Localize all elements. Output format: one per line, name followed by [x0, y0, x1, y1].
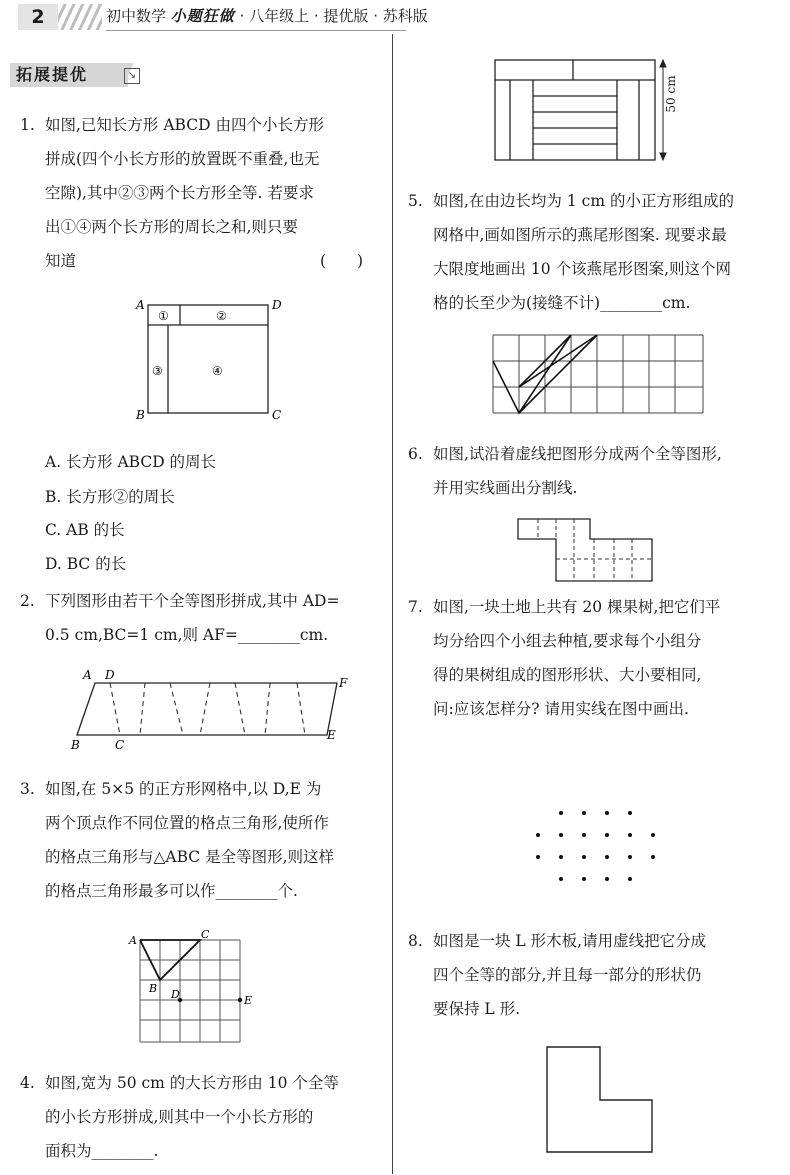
- header-title: [106, 5, 428, 26]
- text-line: 如图,试沿着虚线把图形分成两个全等图形,: [433, 445, 722, 463]
- option-a[interactable]: A. 长方形 ABCD 的周长: [45, 453, 217, 471]
- text-line: 大限度地画出 10 个该燕尾形图案,则这个网: [433, 260, 732, 278]
- q6-dashed-shape-figure: [512, 515, 672, 590]
- text-line: 如图,在由边长均为 1 cm 的小正方形组成的: [433, 192, 734, 210]
- text-line: 如图,宽为 50 cm 的大长方形由 10 个全等: [45, 1074, 339, 1092]
- text-line: 空隙),其中②③两个长方形全等. 若要求: [45, 184, 314, 202]
- question-4: [20, 1066, 382, 1171]
- question-number: 2.: [20, 592, 35, 610]
- text-line: 问:应该怎样分? 请用实线在图中画出.: [433, 700, 689, 718]
- answer-bracket[interactable]: ( ): [320, 252, 364, 270]
- section-arrow-icon: ↘: [124, 68, 140, 84]
- q4-dimension-label: 50 cm: [664, 75, 678, 113]
- question-text: [45, 584, 339, 652]
- label-C: C: [201, 928, 210, 941]
- label-C: C: [272, 408, 282, 422]
- text-line: 格的长至少为(接缝不计)________cm.: [433, 294, 691, 312]
- header-stripe-decoration: [58, 4, 102, 30]
- text-line: 如图,在 5×5 的正方形网格中,以 D,E 为: [45, 780, 322, 798]
- label-B: B: [149, 982, 158, 995]
- question-number: 1.: [20, 116, 35, 134]
- label-D: D: [105, 668, 115, 682]
- text-line: 的格点三角形与△ABC 是全等图形,则这样: [45, 848, 335, 866]
- q4-rectangles-figure: [485, 55, 675, 165]
- header-title-right: · 八年级上 · 提优版 · 苏科版: [239, 7, 428, 25]
- question-text: [45, 108, 324, 278]
- q8-l-shape-board-figure: [542, 1042, 657, 1157]
- label-F: F: [339, 676, 348, 690]
- text-line: 均分给四个小组去种植,要求每个小组分: [433, 632, 702, 650]
- question-6: [408, 437, 778, 507]
- text-line: 的小长方形拼成,则其中一个小长方形的: [45, 1108, 314, 1126]
- question-text: [45, 772, 334, 908]
- question-8: [408, 924, 778, 1029]
- label-B: B: [71, 738, 80, 752]
- question-5: [408, 184, 778, 324]
- question-text: [433, 924, 706, 1026]
- text-line: 如图,已知长方形 ABCD 由四个小长方形: [45, 116, 324, 134]
- question-number: 8.: [408, 932, 423, 950]
- question-2: [20, 584, 382, 654]
- text-line: 网格中,画如图所示的燕尾形图案. 现要求最: [433, 226, 727, 244]
- text-line: 的格点三角形最多可以作________个.: [45, 882, 298, 900]
- header-title-left: 初中数学: [106, 7, 167, 25]
- question-7: [408, 590, 778, 730]
- label-C: C: [115, 738, 125, 752]
- section-label: 拓展提优: [10, 63, 128, 87]
- q3-grid-figure: [125, 928, 275, 1048]
- question-number: 7.: [408, 598, 423, 616]
- label-A: A: [136, 298, 145, 312]
- header-rule: [106, 30, 406, 31]
- q2-parallelogram-figure: [65, 665, 365, 755]
- page-number: 2: [18, 4, 58, 30]
- option-c[interactable]: C. AB 的长: [45, 521, 125, 539]
- label-D: D: [171, 988, 180, 1001]
- column-divider: [392, 34, 393, 1174]
- question-text: [45, 1066, 339, 1168]
- label-E: E: [327, 728, 336, 742]
- text-line: 拼成(四个小长方形的放置既不重叠,也无: [45, 150, 320, 168]
- text-line: 并用实线画出分割线.: [433, 479, 578, 497]
- text-line: 面积为________.: [45, 1142, 159, 1160]
- question-number: 6.: [408, 445, 423, 463]
- text-line: 得的果树组成的图形形状、大小要相同,: [433, 666, 702, 684]
- text-line: 两个顶点作不同位置的格点三角形,使所作: [45, 814, 329, 832]
- label-E: E: [244, 994, 253, 1007]
- text-line: 如图是一块 L 形木板,请用虚线把它分成: [433, 932, 707, 950]
- label-region-3: ③: [152, 364, 163, 378]
- label-region-1: ①: [158, 309, 169, 323]
- text-line: 出①④两个长方形的周长之和,则只要: [45, 218, 298, 236]
- label-A: A: [83, 668, 92, 682]
- q5-swallowtail-grid-figure: [488, 330, 708, 420]
- text-line: 四个全等的部分,并且每一部分的形状仍: [433, 966, 702, 984]
- text-line: 0.5 cm,BC=1 cm,则 AF=________cm.: [45, 626, 329, 644]
- label-region-2: ②: [216, 309, 227, 323]
- question-number: 5.: [408, 192, 423, 210]
- label-D: D: [272, 298, 282, 312]
- text-line: 知道: [45, 252, 77, 270]
- option-d[interactable]: D. BC 的长: [45, 555, 127, 573]
- header-brand: 小题狂做: [170, 7, 235, 25]
- question-number: 4.: [20, 1074, 35, 1092]
- question-3: [20, 772, 382, 912]
- question-1: [20, 108, 382, 288]
- text-line: 要保持 L 形.: [433, 1000, 521, 1018]
- label-A: A: [129, 934, 137, 947]
- text-line: 如图,一块土地上共有 20 棵果树,把它们平: [433, 598, 721, 616]
- question-number: 3.: [20, 780, 35, 798]
- option-b[interactable]: B. 长方形②的周长: [45, 488, 175, 506]
- text-line: 下列图形由若干个全等图形拼成,其中 AD=: [45, 592, 340, 610]
- question-text: [433, 184, 734, 320]
- q1-rectangle-figure: [130, 295, 290, 425]
- label-region-4: ④: [212, 364, 223, 378]
- q7-fruit-tree-dots-figure: [530, 805, 665, 890]
- label-B: B: [136, 408, 145, 422]
- question-text: [433, 437, 722, 505]
- question-text: [433, 590, 720, 726]
